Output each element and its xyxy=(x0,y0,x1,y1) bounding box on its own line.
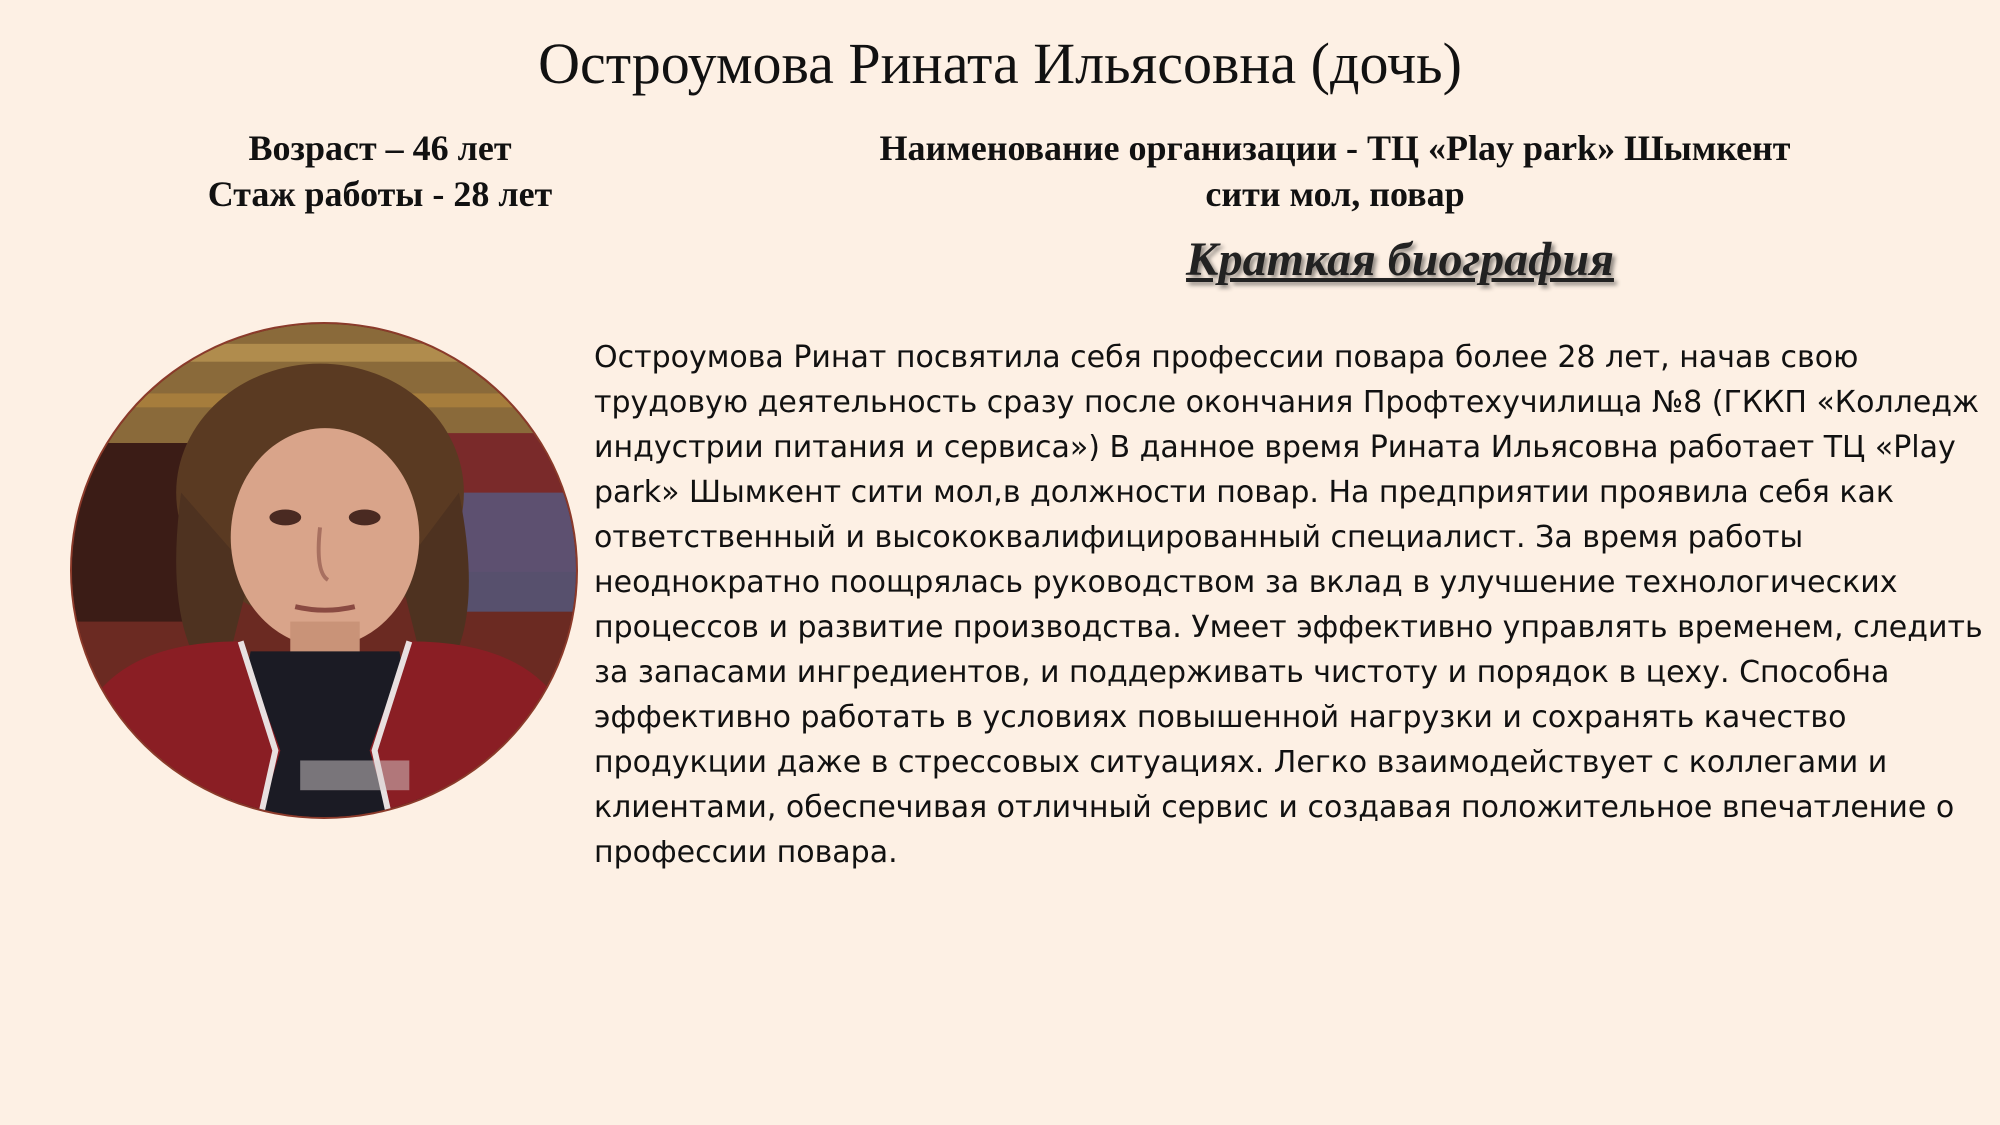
age-text: Возраст – 46 лет xyxy=(248,128,512,168)
bio-text: Остроумова Ринат посвятила себя профессии повара более 28 лет, начав свою трудовую деятельность сразу после окончания Профтехучилища №8 (ГККП «Колледж индустрии питания и сервиса») В данное время Рината Ильясовна работает ТЦ «Play park» Шымкент сити мол,в должности повар. На предприятии проявила себя как ответственный и высококвалифицированный специалист. За время работы неоднократно поощрялась руководством за вклад в улучшение технологических процессов и развитие производства. Умеет эффективно управлять временем, следить за запасами ингредиентов, и поддерживать чистоту и порядок в цеху. Способна эффективно работать в условиях повышенной нагрузки и сохранять качество продукции даже в стрессовых ситуациях. Легко взаимодействует с коллегами и клиентами, обеспечивая отличный сервис и создавая положительное впечатление о профессии повара. xyxy=(594,340,1983,870)
portrait-image xyxy=(72,324,576,817)
personal-info xyxy=(160,125,600,217)
organization-line-1: Наименование организации - ТЦ «Play park» Шымкент xyxy=(879,128,1791,168)
organization-line-2: сити мол, повар xyxy=(1205,174,1465,214)
page-title: Остроумова Рината Ильясовна (дочь) xyxy=(538,31,1462,96)
portrait-photo xyxy=(70,322,578,819)
bio-heading: Краткая биография xyxy=(1186,233,1614,286)
organization-info xyxy=(830,125,1840,217)
experience-text: Стаж работы - 28 лет xyxy=(207,174,553,214)
